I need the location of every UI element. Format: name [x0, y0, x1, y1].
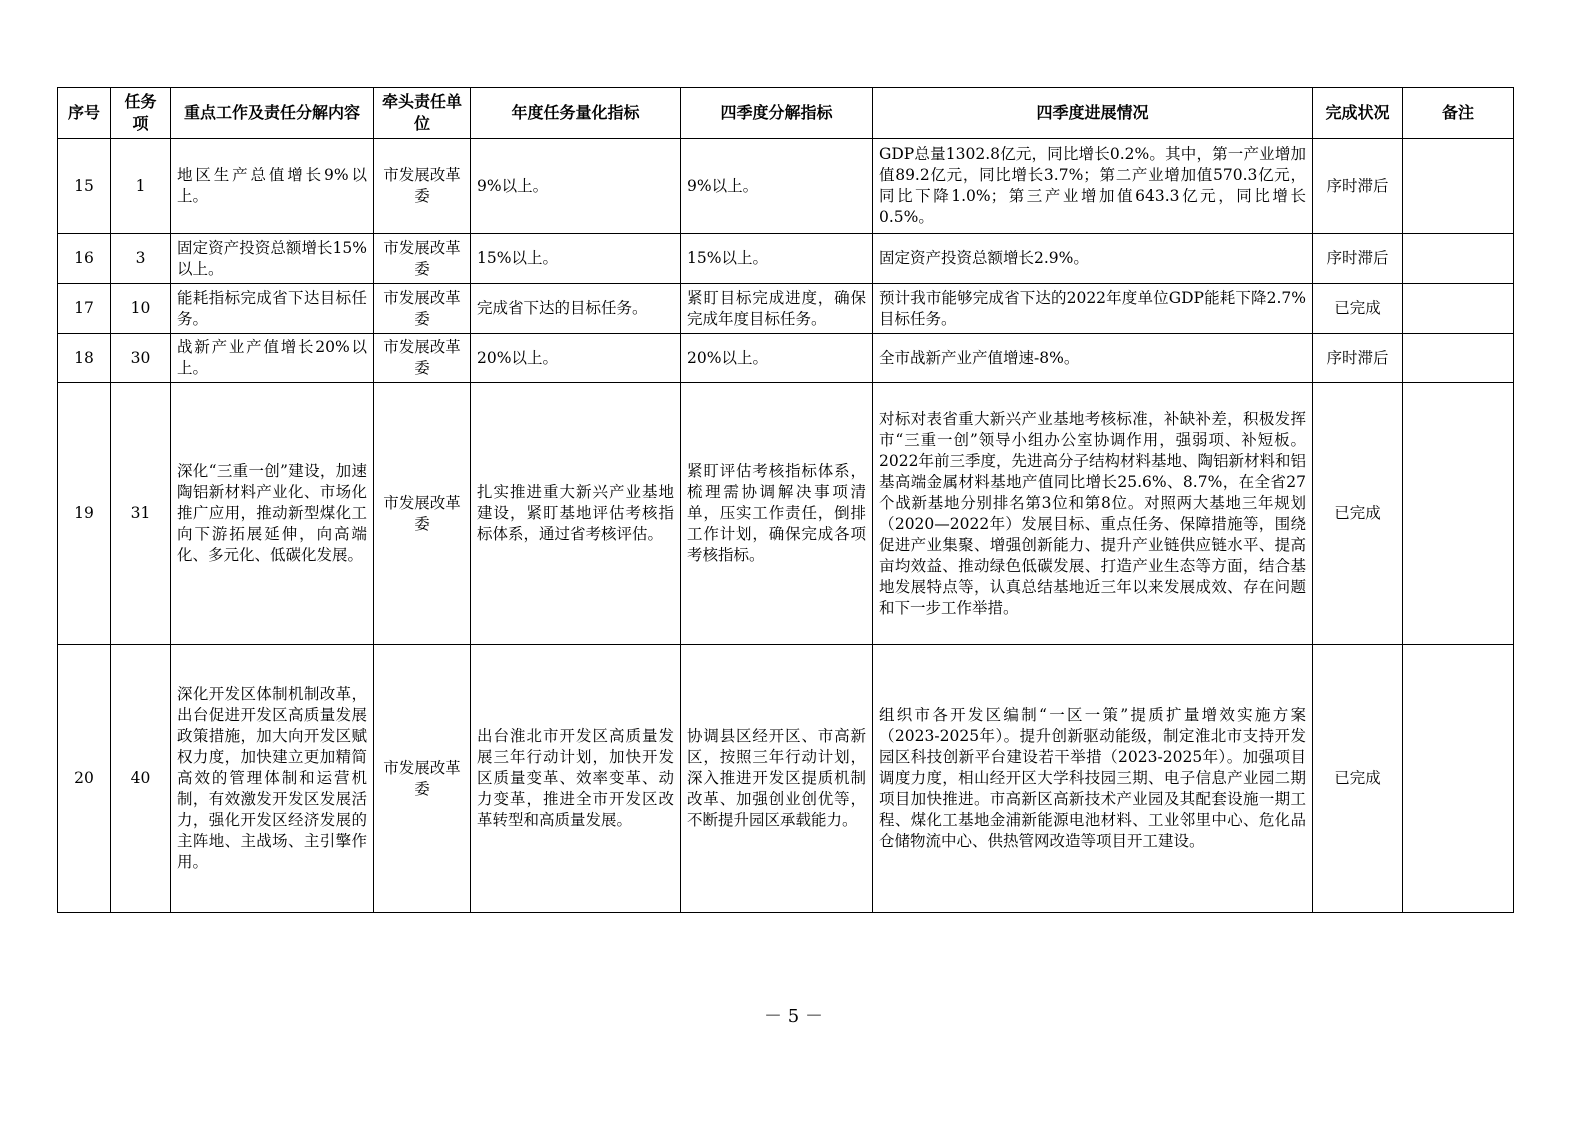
cell-status: 已完成	[1313, 284, 1403, 334]
header-q4: 四季度分解指标	[681, 88, 873, 139]
cell-annual: 完成省下达的目标任务。	[471, 284, 681, 334]
cell-q4: 20%以上。	[681, 334, 873, 383]
cell-task: 40	[111, 645, 171, 913]
cell-task: 1	[111, 139, 171, 234]
cell-remark	[1403, 284, 1514, 334]
cell-progress: 预计我市能够完成省下达的2022年度单位GDP能耗下降2.7%目标任务。	[873, 284, 1313, 334]
table-row	[58, 645, 1514, 913]
cell-annual: 出台淮北市开发区高质量发展三年行动计划，加快开发区质量变革、效率变革、动力变革，推进全市开发区改革转型和高质量发展。	[471, 645, 681, 913]
cell-remark	[1403, 383, 1514, 645]
cell-progress: 固定资产投资总额增长2.9%。	[873, 234, 1313, 284]
header-status: 完成状况	[1313, 88, 1403, 139]
cell-seq: 15	[58, 139, 111, 234]
cell-status: 序时滞后	[1313, 234, 1403, 284]
cell-task: 3	[111, 234, 171, 284]
cell-seq: 17	[58, 284, 111, 334]
cell-remark	[1403, 645, 1514, 913]
cell-seq: 20	[58, 645, 111, 913]
task-table	[57, 87, 1514, 913]
header-seq: 序号	[58, 88, 111, 139]
cell-seq: 16	[58, 234, 111, 284]
table-row	[58, 234, 1514, 284]
cell-task: 31	[111, 383, 171, 645]
cell-lead: 市发展改革委	[374, 139, 471, 234]
cell-seq: 18	[58, 334, 111, 383]
header-remark: 备注	[1403, 88, 1514, 139]
header-progress: 四季度进展情况	[873, 88, 1313, 139]
cell-lead: 市发展改革委	[374, 284, 471, 334]
cell-lead: 市发展改革委	[374, 645, 471, 913]
table-row	[58, 139, 1514, 234]
cell-content: 深化开发区体制机制改革，出台促进开发区高质量发展政策措施，加大向开发区赋权力度，加快建立更加精简高效的管理体制和运营机制，有效激发开发区发展活力，强化开发区经济发展的主阵地、主战场、主引擎作用。	[171, 645, 374, 913]
cell-q4: 9%以上。	[681, 139, 873, 234]
cell-content: 深化“三重一创”建设，加速陶铝新材料产业化、市场化推广应用，推动新型煤化工向下游拓展延伸，向高端化、多元化、低碳化发展。	[171, 383, 374, 645]
cell-q4: 紧盯评估考核指标体系，梳理需协调解决事项清单，压实工作责任，倒排工作计划，确保完成各项考核指标。	[681, 383, 873, 645]
cell-progress: GDP总量1302.8亿元，同比增长0.2%。其中，第一产业增加值89.2亿元，同比增长3.7%；第二产业增加值570.3亿元，同比下降1.0%；第三产业增加值643.3亿元，同比增长0.5%。	[873, 139, 1313, 234]
cell-remark	[1403, 139, 1514, 234]
cell-content: 战新产业产值增长20%以上。	[171, 334, 374, 383]
cell-annual: 15%以上。	[471, 234, 681, 284]
table-row	[58, 284, 1514, 334]
cell-content: 固定资产投资总额增长15%以上。	[171, 234, 374, 284]
cell-status: 已完成	[1313, 383, 1403, 645]
cell-progress: 组织市各开发区编制“一区一策”提质扩量增效实施方案（2023-2025年）。提升创新驱动能级，制定淮北市支持开发园区科技创新平台建设若干举措（2023-2025年）。加强项目调度力度，相山经开区大学科技园三期、电子信息产业园二期项目加快推进。市高新区高新技术产业园及其配套设施一期工程、煤化工基地金浦新能源电池材料、工业邻里中心、危化品仓储物流中心、供热管网改造等项目开工建设。	[873, 645, 1313, 913]
header-task: 任务项	[111, 88, 171, 139]
table-row	[58, 383, 1514, 645]
cell-q4: 紧盯目标完成进度，确保完成年度目标任务。	[681, 284, 873, 334]
cell-q4: 协调县区经开区、市高新区，按照三年行动计划，深入推进开发区提质机制改革、加强创业创优等，不断提升园区承载能力。	[681, 645, 873, 913]
header-content: 重点工作及责任分解内容	[171, 88, 374, 139]
cell-content: 地区生产总值增长9%以上。	[171, 139, 374, 234]
cell-status: 序时滞后	[1313, 334, 1403, 383]
cell-progress: 对标对表省重大新兴产业基地考核标准，补缺补差，积极发挥市“三重一创”领导小组办公室协调作用，强弱项、补短板。2022年前三季度，先进高分子结构材料基地、陶铝新材料和铝基高端金属材料基地产值同比增长25.6%、8.7%，在全省27个战新基地分别排名第3位和第8位。对照两大基地三年规划（2020—2022年）发展目标、重点任务、保障措施等，围绕促进产业集聚、增强创新能力、提升产业链供应链水平、提高亩均效益、推动绿色低碳发展、打造产业生态等方面，结合基地发展特点等，认真总结基地近三年以来发展成效、存在问题和下一步工作举措。	[873, 383, 1313, 645]
cell-q4: 15%以上。	[681, 234, 873, 284]
header-row	[58, 88, 1514, 139]
table-row	[58, 334, 1514, 383]
cell-remark	[1403, 334, 1514, 383]
cell-annual: 9%以上。	[471, 139, 681, 234]
cell-annual: 20%以上。	[471, 334, 681, 383]
cell-lead: 市发展改革委	[374, 334, 471, 383]
cell-status: 序时滞后	[1313, 139, 1403, 234]
cell-progress: 全市战新产业产值增速-8%。	[873, 334, 1313, 383]
cell-lead: 市发展改革委	[374, 234, 471, 284]
cell-seq: 19	[58, 383, 111, 645]
cell-content: 能耗指标完成省下达目标任务。	[171, 284, 374, 334]
cell-annual: 扎实推进重大新兴产业基地建设，紧盯基地评估考核指标体系，通过省考核评估。	[471, 383, 681, 645]
cell-status: 已完成	[1313, 645, 1403, 913]
header-lead: 牵头责任单位	[374, 88, 471, 139]
cell-task: 30	[111, 334, 171, 383]
cell-remark	[1403, 234, 1514, 284]
cell-lead: 市发展改革委	[374, 383, 471, 645]
header-annual: 年度任务量化指标	[471, 88, 681, 139]
cell-task: 10	[111, 284, 171, 334]
page-number: － 5 －	[764, 1006, 823, 1027]
